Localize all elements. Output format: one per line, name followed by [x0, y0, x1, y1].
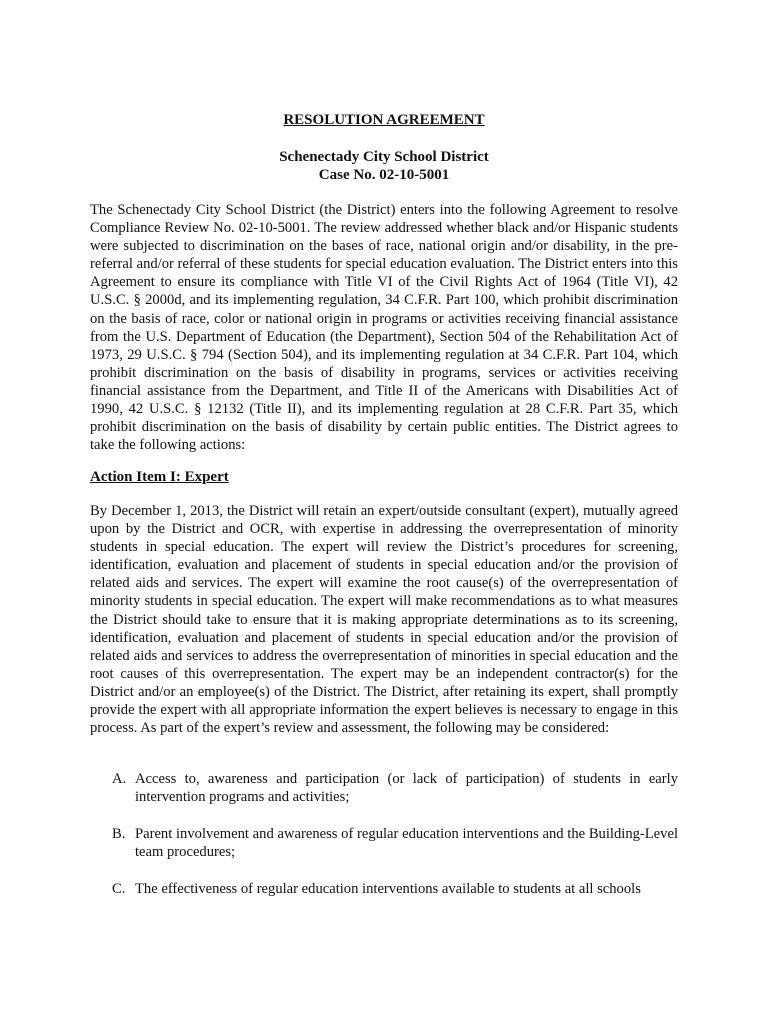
intro-paragraph: The Schenectady City School District (the District) enters into the following Agreement to resolve Compliance Review No. 02-10-5001. The review addressed whether black and/or Hispanic students were subjected to discrimination on the bases of race, national origin and/or disability, in the pre-referral and/or referral of these students for special education evaluation. The District enters into this Agreement to ensure its compliance with Title VI of the Civil Rights Act of 1964 (Title VI), 42 U.S.C. § 2000d, and its implementing regulation, 34 C.F.R. Part 100, which prohibit discrimination on the basis of race, color or national origin in programs or activities receiving financial assistance from the U.S. Department of Education (the Department), Section 504 of the Rehabilitation Act of 1973, 29 U.S.C. § 794 (Section 504), and its implementing regulation at 34 C.F.R. Part 104, which prohibit discrimination on the basis of disability in programs, services or activities receiving financial assistance from the Department, and Title II of the Americans with Disabilities Act of 1990, 42 U.S.C. § 12132 (Title II), and its implementing regulation at 28 C.F.R. Part 35, which prohibit discrimination on the basis of disability by certain public entities. The District agrees to take the following actions:	[90, 202, 678, 454]
list-marker: A.	[112, 771, 127, 787]
list-item	[112, 825, 678, 861]
list-marker: C.	[112, 881, 126, 897]
list-item-text: Parent involvement and awareness of regular education interventions and the Building-Level team procedures;	[135, 826, 678, 861]
action-item-paragraph: By December 1, 2013, the District will retain an expert/outside consultant (expert), mutually agreed upon by the District and OCR, with expertise in addressing the overrepresentation of minority students in special education. The expert will review the District’s procedures for screening, identification, evaluation and placement of students in special education and/or the provision of related aids and services. The expert will examine the root cause(s) of the overrepresentation of minority students in special education. The expert will make recommendations as to what measures the District should take to ensure that it is making appropriate determinations as to its screening, identification, evaluation and placement of students in special education and/or the provision of related aids and services to address the overrepresentation of minorities in special education and the root causes of this overrepresentation. The expert may be an independent contractor(s) for the District and/or an employee(s) of the District. The District, after retaining its expert, shall promptly provide the expert with all appropriate information the expert believes is necessary to engage in this process. As part of the expert’s review and assessment, the following may be considered:	[90, 503, 678, 737]
list-marker: B.	[112, 826, 126, 842]
district-name: Schenectady City School District	[279, 149, 489, 165]
list-item-text: Access to, awareness and participation (or lack of participation) of students in early intervention programs and activities;	[135, 771, 678, 806]
action-item-heading: Action Item I: Expert	[90, 469, 229, 485]
case-number: Case No. 02-10-5001	[318, 167, 450, 183]
list-item-text: The effectiveness of regular education interventions available to students at all schools	[135, 881, 641, 897]
list-item	[112, 880, 678, 898]
document-title: RESOLUTION AGREEMENT	[283, 112, 485, 128]
list-item	[112, 770, 678, 806]
